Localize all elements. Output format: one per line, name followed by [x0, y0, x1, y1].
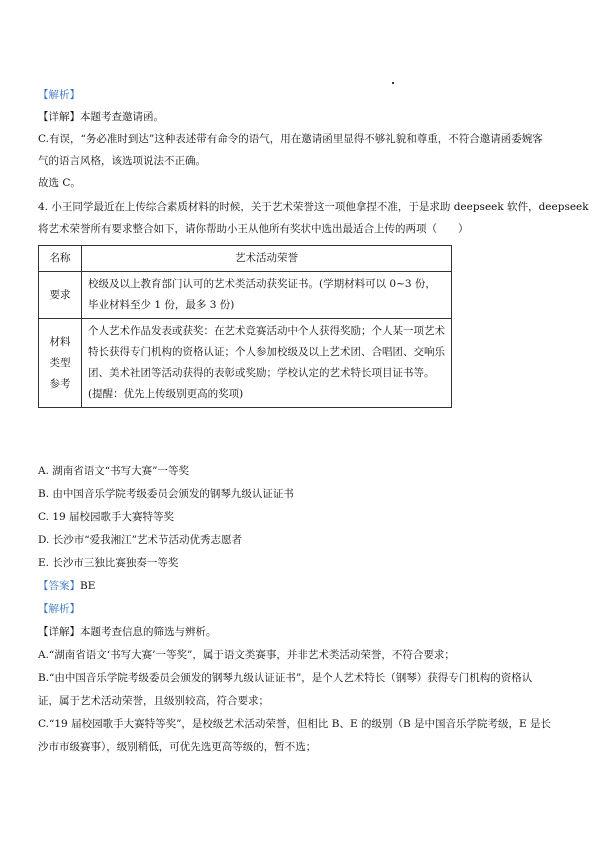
option-e: E. 长沙市三独比赛独奏一等奖: [38, 557, 179, 569]
table-cell-reference: 个人艺术作品发表或获奖：在艺术竞赛活动中个人获得奖励；个人某一项艺术特长获得专门机构的资格认证；个人参加校级及以上艺术团、合唱团、交响乐团、美术社团等活动获得的表彰或奖励；学校认定的艺术特长项目证书等。(提醒：优先上传级别更高的奖项): [82, 319, 452, 408]
option-b: B. 由中国音乐学院考级委员会颁发的钢琴九级认证证书: [38, 488, 294, 500]
table-row: [39, 272, 452, 319]
answer-value: BE: [80, 580, 96, 592]
honor-table: [38, 245, 452, 408]
question-line: 将艺术荣誉所有要求整合如下，请你帮助小王从他所有奖状中选出最适合上传的两项（ ）: [38, 223, 469, 235]
conclusion-line: 故选 C。: [38, 177, 81, 189]
paragraph-line: C.“19 届校园歌手大赛特等奖”，是校级艺术活动荣誉，但相比 B、E 的级别（B 是中国音乐学院考级，E 是长: [38, 718, 552, 730]
table-row: [39, 246, 452, 272]
paragraph-line: C.有误，“务必准时到达”这种表述带有命令的语气，用在邀请函里显得不够礼貌和尊重，不符合邀请函委婉客: [38, 133, 543, 145]
answer-tag: 【答案】: [38, 580, 80, 592]
option-d: D. 长沙市“爱我湘江”艺术节活动优秀志愿者: [38, 534, 242, 546]
stray-dot: [392, 82, 394, 84]
table-row: [39, 319, 452, 408]
table-cell-requirement: 校级及以上教育部门认可的艺术类活动获奖证书。(学期材料可以 0~3 份，毕业材料至少 1 份，最多 3 份): [82, 272, 452, 319]
detail-line: 【详解】本题考查邀请函。: [38, 111, 164, 123]
table-header-name: 名称: [39, 246, 82, 272]
detail-line: 【详解】本题考查信息的筛选与辨析。: [38, 626, 217, 638]
question-line: 4. 小王同学最近在上传综合素质材料的时候，关于艺术荣誉这一项他拿捏不准，于是求助 deepseek 软件，deepseek: [38, 201, 589, 213]
option-a: A. 湖南省语文“书写大赛”一等奖: [38, 465, 189, 477]
paragraph-line: 沙市市级赛事），级别稍低，可优先选更高等级的，暂不选；: [38, 741, 317, 753]
answer-line: [38, 579, 95, 593]
table-header-honor: 艺术活动荣誉: [82, 246, 452, 272]
analysis-tag: 【解析】: [38, 603, 80, 615]
paragraph-line: 气的语言风格，该选项说法不正确。: [38, 155, 206, 167]
paragraph-line: 证，属于艺术活动荣誉，且级别较高，符合要求；: [38, 695, 269, 707]
table-cell-label: 材料类型参考: [39, 319, 82, 408]
option-c: C. 19 届校园歌手大赛特等奖: [38, 511, 175, 523]
analysis-tag: 【解析】: [38, 89, 80, 101]
paragraph-line: A.“湖南省语文‘书写大赛’一等奖”，属于语文类赛事，并非艺术类活动荣誉，不符合要求；: [38, 649, 455, 661]
paragraph-line: B.“由中国音乐学院考级委员会颁发的钢琴九级认证证书”，是个人艺术特长（钢琴）获得专门机构的资格认: [38, 672, 533, 684]
table-cell-label: 要求: [39, 272, 82, 319]
